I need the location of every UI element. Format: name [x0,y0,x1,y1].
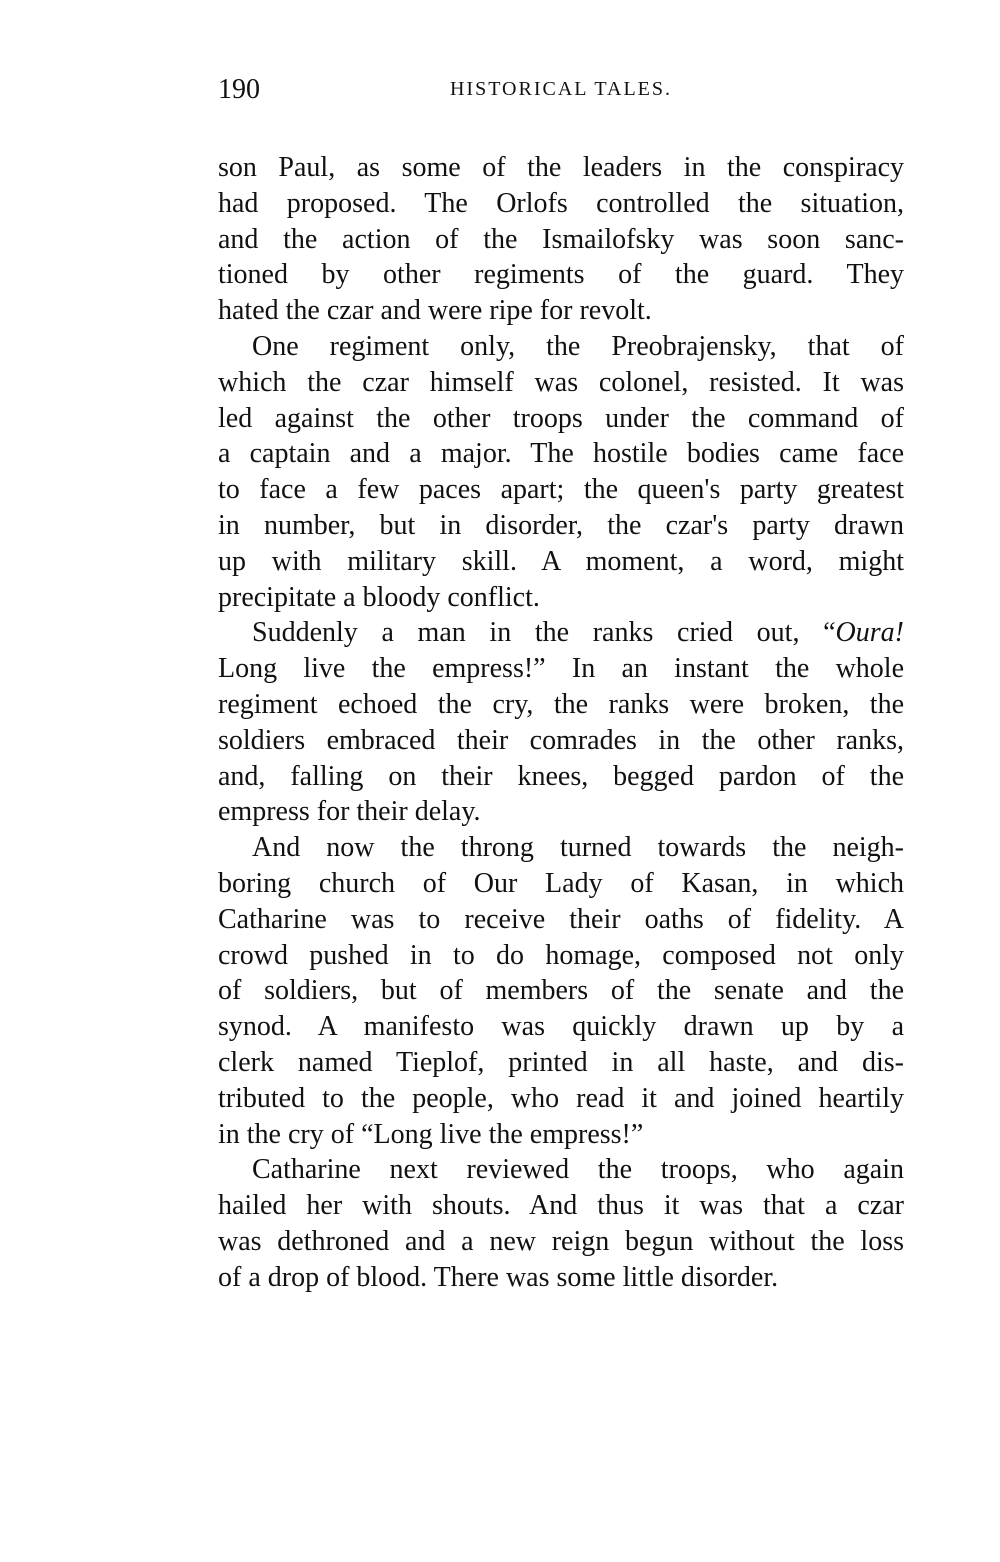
text-line: soldiers embraced their comrades in the other ranks, [218,724,904,756]
running-title: HISTORICAL TALES. [449,78,673,100]
text-line: of a drop of blood. There was some little disorder. [218,1261,779,1293]
text-line: hated the czar and were ripe for revolt. [218,295,652,327]
paragraph [218,329,904,615]
paragraph [218,830,904,1152]
text-segment: Suddenly a man in the ranks cried out, “ [252,617,836,649]
text-line: Catharine was to receive their oaths of fidelity. A [218,903,904,935]
text-line [218,615,904,651]
text-line: led against the other troops under the command of [218,402,904,434]
text-line: regiment echoed the cry, the ranks were broken, the [218,688,904,720]
text-line: a captain and a major. The hostile bodies came face [218,438,904,470]
text-line: boring church of Our Lady of Kasan, in which [218,867,904,899]
text-line: up with military skill. A moment, a word, might [218,545,904,577]
text-line: to face a few paces apart; the queen's party greatest [218,474,904,506]
text-line: One regiment only, the Preobrajensky, that of [252,330,904,362]
text-line: had proposed. The Orlofs controlled the situation, [218,187,904,219]
text-line: clerk named Tieplof, printed in all haste, and dis- [218,1046,904,1078]
body-text [218,150,904,1296]
page-number: 190 [218,74,260,105]
paragraph [218,1152,904,1295]
text-line: was dethroned and a new reign begun without the loss [218,1225,904,1257]
italic-text-segment: Oura! [835,617,904,649]
text-line: precipitate a bloody conflict. [218,581,540,613]
text-line: crowd pushed in to do homage, composed not only [218,939,904,971]
paragraph [218,615,904,830]
text-line: Catharine next reviewed the troops, who again [252,1154,904,1186]
paragraph [218,150,904,329]
text-line: empress for their delay. [218,796,481,828]
text-line: in the cry of “Long live the empress!” [218,1118,644,1150]
page-header [218,74,904,110]
text-line: and, falling on their knees, begged pardon of the [218,760,904,792]
text-line: and the action of the Ismailofsky was soon sanc- [218,223,904,255]
text-line: synod. A manifesto was quickly drawn up by a [218,1011,904,1043]
text-line: son Paul, as some of the leaders in the conspiracy [218,152,904,183]
text-line: hailed her with shouts. And thus it was that a czar [218,1190,904,1222]
text-line: And now the throng turned towards the neigh- [252,832,904,864]
text-line: tioned by other regiments of the guard. They [218,259,904,291]
text-line: of soldiers, but of members of the senate and the [218,975,904,1007]
text-line: in number, but in disorder, the czar's party drawn [218,509,904,541]
text-line: which the czar himself was colonel, resisted. It was [218,366,904,398]
text-line: tributed to the people, who read it and joined heartily [218,1082,904,1114]
text-line: Long live the empress!” In an instant the whole [218,653,904,685]
